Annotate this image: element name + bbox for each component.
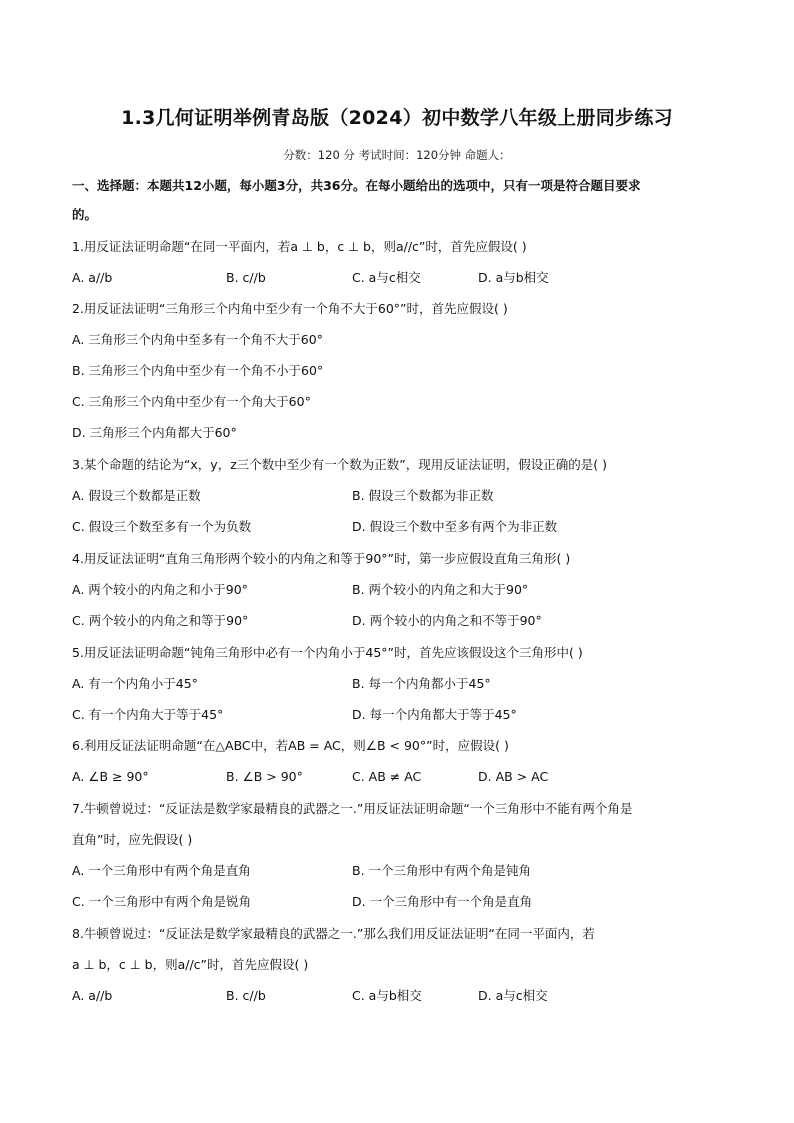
question-6-option-b: B. ∠B > 90° <box>226 769 303 784</box>
question-2-option-b: B. 三角形三个内角中至少有一个角不小于60° <box>72 363 324 378</box>
question-7-option-b: B. 一个三角形中有两个角是钝角 <box>352 863 532 878</box>
question-5-stem: 5.用反证法证明命题“钝角三角形中必有一个内角小于45°”时，首先应该假设这个三角形中( ) <box>72 645 583 660</box>
question-8-option-b: B. c//b <box>226 988 266 1003</box>
question-5-option-d: D. 每一个内角都大于等于45° <box>352 707 517 722</box>
question-1-stem: 1.用反证法证明命题“在同一平面内，若a ⊥ b，c ⊥ b，则a//c”时，首先应假设( ) <box>72 239 527 254</box>
question-1-option-b: B. c//b <box>226 270 266 285</box>
question-3-option-d: D. 假设三个数中至多有两个为非正数 <box>352 519 558 534</box>
question-7-stem-line1: 7.牛顿曾说过：“反证法是数学家最精良的武器之一.”用反证法证明命题“一个三角形中不能有两个角是 <box>72 801 633 816</box>
question-8-stem-line2: a ⊥ b，c ⊥ b，则a//c”时，首先应假设( ) <box>72 957 309 972</box>
question-4-option-a: A. 两个较小的内角之和小于90° <box>72 582 248 597</box>
question-8-stem-line1: 8.牛顿曾说过：“反证法是数学家最精良的武器之一.”那么我们用反证法证明“在同一平面内，若 <box>72 926 595 941</box>
question-3-option-c: C. 假设三个数至多有一个为负数 <box>72 519 252 534</box>
question-7-option-d: D. 一个三角形中有一个角是直角 <box>352 894 533 909</box>
question-3-stem: 3.某个命题的结论为“x，y，z三个数中至少有一个数为正数”，现用反证法证明，假设正确的是( ) <box>72 457 607 472</box>
question-5-option-c: C. 有一个内角大于等于45° <box>72 707 224 722</box>
question-2-option-d: D. 三角形三个内角都大于60° <box>72 425 237 440</box>
question-3-option-b: B. 假设三个数都为非正数 <box>352 488 494 503</box>
question-5-option-b: B. 每一个内角都小于45° <box>352 676 491 691</box>
question-2-option-c: C. 三角形三个内角中至少有一个角大于60° <box>72 394 311 409</box>
question-5-option-a: A. 有一个内角小于45° <box>72 676 198 691</box>
question-3-option-a: A. 假设三个数都是正数 <box>72 488 201 503</box>
question-2-stem: 2.用反证法证明“三角形三个内角中至少有一个角不大于60°”时，首先应假设( ) <box>72 301 508 316</box>
question-8-option-a: A. a//b <box>72 988 113 1003</box>
exam-info: 分数：120 分 考试时间：120分钟 命题人： <box>283 148 511 162</box>
question-4-option-c: C. 两个较小的内角之和等于90° <box>72 613 249 628</box>
question-1-option-c: C. a与c相交 <box>352 270 421 285</box>
question-1-option-d: D. a与b相交 <box>478 270 549 285</box>
question-7-option-a: A. 一个三角形中有两个角是直角 <box>72 863 251 878</box>
question-2-option-a: A. 三角形三个内角中至多有一个角不大于60° <box>72 332 323 347</box>
question-4-option-d: D. 两个较小的内角之和不等于90° <box>352 613 542 628</box>
question-6-option-a: A. ∠B ≥ 90° <box>72 769 149 784</box>
question-8-option-c: C. a与b相交 <box>352 988 422 1003</box>
question-4-option-b: B. 两个较小的内角之和大于90° <box>352 582 529 597</box>
question-7-stem-line2: 直角”时，应先假设( ) <box>72 832 193 847</box>
question-8-option-d: D. a与c相交 <box>478 988 548 1003</box>
question-6-option-c: C. AB ≠ AC <box>352 769 422 784</box>
question-7-option-c: C. 一个三角形中有两个角是锐角 <box>72 894 252 909</box>
question-6-option-d: D. AB > AC <box>478 769 549 784</box>
section-heading-line1: 一、选择题：本题共12小题，每小题3分，共36分。在每小题给出的选项中，只有一项是符合题目要求 <box>72 178 641 193</box>
question-4-stem: 4.用反证法证明“直角三角形两个较小的内角之和等于90°”时，第一步应假设直角三角形( ) <box>72 551 571 566</box>
question-1-option-a: A. a//b <box>72 270 113 285</box>
question-6-stem: 6.利用反证法证明命题“在△ABC中，若AB = AC，则∠B < 90°”时，应假设( ) <box>72 738 509 753</box>
page-title: 1.3几何证明举例青岛版（2024）初中数学八年级上册同步练习 <box>121 107 673 129</box>
section-heading-line2: 的。 <box>72 207 98 222</box>
